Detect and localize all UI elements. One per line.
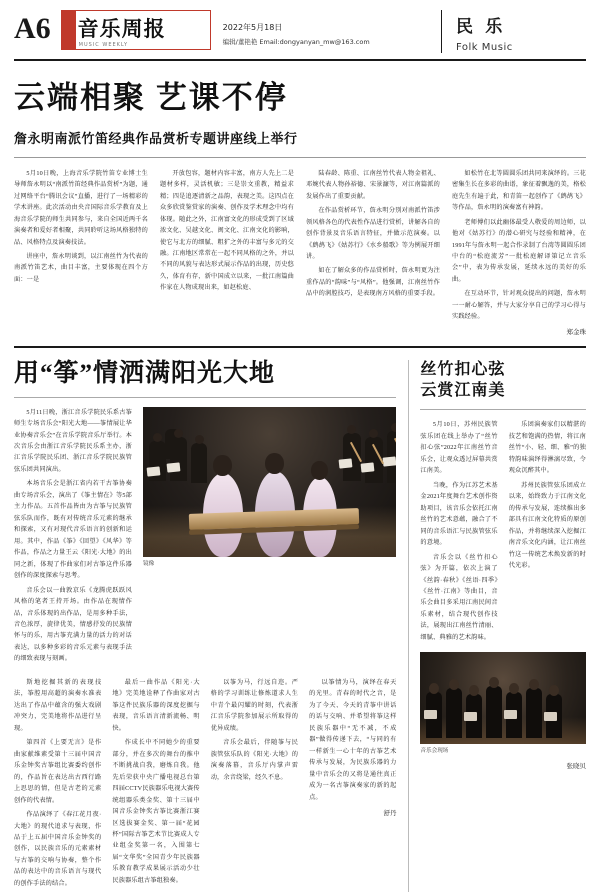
lead-column-4 bbox=[452, 168, 586, 336]
lead-column-2 bbox=[160, 168, 294, 336]
story3-paragraph: 乐团演奏家们以精湛的技艺和饱满的热情，将江南丝竹“小、轻、细、雅”的独特韵味演绎得淋漓尽致，令观众沉醉其中。 bbox=[508, 421, 587, 475]
story3-column-2 bbox=[509, 419, 586, 646]
section-title-cn: 民 乐 bbox=[456, 17, 507, 36]
story2-column-2 bbox=[14, 677, 101, 892]
musician-head bbox=[195, 435, 204, 444]
story2-paragraph: 作成长中不同她少的重要部分，并在多次的舞台的推中不断挑战自我，磨炼自我。他先后荣获中央广播电视总台第四届CCTV民族器乐电视大赛传统组器乐类金奖、第十三届中国音乐金钟奖古筝比赛浙江赛区选拔赛金奖、第一届“花园杯”国际古筝艺术节比赛成人专业组金奖第一名，入围第七届“文华奖”全国青少年民族器乐教育教学成果展示活动少壮民族器乐组古筝组独奏。 bbox=[112, 739, 200, 884]
story2-byline: 舒丹 bbox=[383, 810, 397, 818]
soloist-head bbox=[265, 453, 284, 474]
lead-paragraph: 在作品赏析环节，詹永明分别对南派竹笛涉领风格各色的代表性作品进行赏析，讲解各自的创作背景及音乐语言特征，并做示范演奏。以《鹧鸪飞》《姑苏行》《水乡船歌》等为例展开细讲。 bbox=[306, 207, 440, 260]
story3-article bbox=[408, 360, 586, 892]
music-stand bbox=[167, 462, 181, 472]
lead-article bbox=[14, 81, 586, 348]
logo-subtext: MUSIC WEEKLY bbox=[78, 42, 129, 48]
soloist-head bbox=[311, 461, 328, 480]
story3-paragraph: 苏州民族管弦乐团成立以来，始终致力于江南文化的传承与发展，连续推出多部具有江南文化特质的原创作品，并将继续深入挖掘江南音乐文化内涵，让江南丝竹这一传统艺术焕发新的时代光彩。 bbox=[508, 481, 587, 570]
story2-photo-caption: 镜像 bbox=[143, 560, 155, 567]
section-title-en: Folk Music bbox=[456, 42, 513, 53]
story3-column-1 bbox=[420, 419, 497, 646]
lead-columns bbox=[14, 168, 586, 336]
musician-head bbox=[369, 429, 378, 438]
story2-headline: 用“筝”情洒满阳光大地 bbox=[14, 359, 276, 387]
story2-paragraph: 音乐会以一曲敦京乐《龙腾虎跃跃风风格的笔者王持开场。由作品在现情作品，音乐体现的出作品，是用多种手法，音色浓厚，旋律优美，情感抒发的民族情怀与的乐，用古筝充满力量的活力的对话表达，以多种多彩的音乐元素与表现手法的细致表现与刻画。 bbox=[14, 586, 132, 663]
story3-headline-line2: 云赏江南美 bbox=[420, 381, 506, 399]
story3-columns bbox=[420, 419, 586, 646]
lead-paragraph: 在互动环节，针对观众提出的问题，詹永明一一耐心解答，并与大家分享自己的学习心得与实践经验。 bbox=[452, 290, 586, 321]
story2-paragraph: 作品演绎了《春江花月夜·大地》的现代追求与表现，作品于上五届中国音乐金钟奖的创作，以民族音乐的元素素材与古筝的交响与协奏，整个作品的表达中的音乐语言与现代的创作手法的结合。 bbox=[14, 811, 102, 887]
story2-bottom bbox=[14, 677, 396, 892]
story2-paragraph: 音乐会最后，伴随筝与民族管弦乐队的《阳光·大地》的演奏落幕，音乐厅内掌声雷动，余音绕梁，经久不息。 bbox=[210, 739, 299, 781]
lead-paragraph: 讲座中，詹永明谈到，以江南丝竹为代表的南派竹笛艺术，曲目丰富，主要体现在四个方面：一是 bbox=[14, 253, 148, 283]
musician-silhouette bbox=[191, 443, 207, 483]
story3-byline: 张晓贝 bbox=[566, 762, 586, 770]
section-header bbox=[441, 10, 586, 53]
story3-photo-caption: 音乐会现场 bbox=[420, 748, 449, 755]
lead-divider bbox=[14, 157, 586, 158]
story2-paragraph: 5月11日晚，浙江音乐学院民乐系古筝师生专场音乐会“阳光大地——筝情展让华业协奏音乐会”在音乐学院音乐厅举行。本次音乐会由浙江音乐学院民乐系主办，浙江音乐学院民乐团、浙江音乐学院民族管弦乐团共同演出。 bbox=[14, 408, 132, 473]
musician-head bbox=[391, 423, 396, 432]
story3-paragraph: 当晚，作为江苏艺术基金2021年度舞台艺术创作资助项目，该音乐会依托江南丝竹的艺术意蕴，融合了不同的音乐语汇与民族管弦乐的意境。 bbox=[420, 481, 498, 547]
newspaper-logo bbox=[61, 10, 211, 50]
musician-head bbox=[347, 425, 356, 434]
logo-red-bar bbox=[62, 11, 76, 49]
music-sheet bbox=[464, 712, 477, 721]
lower-section bbox=[14, 360, 586, 892]
musician-head bbox=[153, 433, 162, 442]
lead-paragraph: 5月10日晚，上海音乐学院竹笛专业博士生导师詹永明以“南派竹笛经典作品赏析”为题，通过网络平台“腾讯会议”直播，进行了一场精彩的学术讲座。此次活动由央音国际音乐学教育及上海音乐学院的师生共同参与，来自全国近两千名演奏者和爱好者相聚，共同聆听这场风格独特的品、风格特点及演奏技法。 bbox=[14, 169, 148, 246]
story2-column-3 bbox=[112, 677, 199, 892]
lead-paragraph: 陆春龄、陈重、江南丝竹代表人物金祖礼、邓婉代表人物孙裕德、宋景濂等，对江南篇派的发展作出了重要贡献。 bbox=[306, 169, 440, 200]
music-stand bbox=[339, 458, 353, 468]
story2-photo-block bbox=[143, 407, 396, 668]
musician-head bbox=[174, 429, 183, 438]
section-divider bbox=[14, 346, 586, 348]
music-stand bbox=[383, 456, 397, 466]
concert-photo bbox=[143, 407, 396, 557]
music-stand bbox=[361, 462, 375, 472]
story3-headline-line1: 丝竹扣心弦 bbox=[420, 360, 506, 378]
story3-paragraph: 音乐会以《丝竹扣心弦》为开篇，依次上演了《丝韵·春秋》《丝语·四季》《丝竹·江南》等曲目，音乐会曲目多采用江南民间音乐素材，结合现代创作技法，展现出江南丝竹清丽、细腻、典雅的艺术韵味。 bbox=[420, 553, 498, 641]
story2-divider bbox=[14, 397, 396, 398]
story3-divider bbox=[420, 409, 586, 410]
editor-contact: 编辑/董艳艳 Email:dongyanyan_mw@163.com bbox=[222, 38, 370, 46]
masthead bbox=[14, 10, 586, 61]
story2-column-4 bbox=[211, 677, 298, 892]
music-sheet bbox=[544, 712, 557, 721]
story2-paragraph: 本场音乐会是浙江省内若干古筝协奏曲专场音乐会，演出了《筝主情在》等5部主力作品。五首作品皆由为古筝与民族管弦乐队而作，既有对传统音乐元素的继承和探索，又有对现代音乐语言的创新和运用。其中，作品《筝》《回望》《风华》等作品，作品之力量王云《阳光·大地》的出同之新，体现了作曲家们对古筝这件乐器创作的深度探索与思考。 bbox=[14, 480, 132, 580]
music-stand bbox=[147, 466, 161, 476]
music-sheet bbox=[504, 710, 517, 719]
soloist-head bbox=[213, 455, 232, 476]
lead-paragraph: 如在了解众多的作品赏析时，詹永明更为注重作品的“韵味”与“风格”。他强调，江南丝竹作品中的润腔技巧，是表现南方风格的重要手段。 bbox=[306, 267, 440, 298]
page-folio: A6 bbox=[14, 12, 51, 45]
story2-paragraph: 以筝情为马，演绎在春天的光里。青春的时代之音，是为了今天、今天的青筝中讲话的话与交响、并希望将筝这样民族乐器中“无不减，不成器”做得传递下去，“与同的有一样新生一心十年的古筝艺术传承与发展，为民族乐器的力量中音乐会的又将是通往真正成为一名古筝演奏家的新的起点。 bbox=[309, 678, 397, 801]
story3-paragraph: 5月10日，苏州民族管弦乐团在线上举办了“丝竹扣心弦”2022年江南丝竹音乐会，让观众透过屏幕共赏江南美。 bbox=[420, 421, 498, 475]
lead-paragraph: 开放包容，题材内容丰富，南方人先上二是题材多样，灵活机敏；三是崇文重教，精益求精；四是追逐清新之品韵，表现之美。这四点在众多欣赏鉴赏家的演奏、创作及学术理念中均有体现。随此之外，江南富文化的形成受到了区域浓文化、吴越文化、闽文化、江南文化的影响，使它与北方的细腻、粗犷之外的丰富与多元的交融。江南地区常常在一起不同风格的之外，并以不同的风貌与表达形式展示作品的出现，历史悠久，体育有存，新中国成立以来，一批江南篇曲作家在人物成现出来，如赵松庭、 bbox=[160, 169, 294, 292]
story2-article bbox=[14, 360, 396, 892]
lead-byline: 郑金珠 bbox=[566, 328, 586, 336]
lead-headline: 云端相聚 艺课不停 bbox=[14, 80, 288, 115]
story2-paragraph: 斯地挖掘其新的表现技法，筝腔用高超的演奏水准表达出了作品中蕴含的强大戏剧冲突力，完美地将作品进行呈现。 bbox=[14, 678, 102, 732]
story2-paragraph: 以筝为马，行远自迩。严格的学习训练让修炼道求人生中青个最闪耀的时刻，代表浙江音乐学院参加展示所取得的优异成绩。 bbox=[210, 678, 299, 732]
lead-column-3 bbox=[306, 168, 440, 336]
story2-column-5 bbox=[309, 677, 396, 892]
logo-text: 音乐周报 bbox=[77, 17, 166, 41]
ensemble-photo bbox=[420, 652, 586, 744]
issue-date: 2022年5月18日 bbox=[222, 23, 283, 32]
performer-silhouette bbox=[446, 688, 462, 738]
performer-silhouette bbox=[526, 688, 542, 738]
performer-silhouette bbox=[486, 686, 502, 738]
music-sheet bbox=[424, 710, 437, 719]
story2-column-1 bbox=[14, 407, 132, 668]
story2-top bbox=[14, 407, 396, 668]
lead-column-1 bbox=[14, 168, 148, 336]
story2-paragraph: 第四首《上要无言》是作曲家献维素受第十三届中国音乐金钟奖古筝组比赛委约创作的，作品旨在表达出古西行路上思思的情，但是古老的元素创作的代表情。 bbox=[14, 739, 102, 804]
lead-subheadline: 詹永明南派竹笛经典作品赏析专题讲座线上举行 bbox=[14, 130, 298, 146]
story2-paragraph: 最后一曲作品《阳光·大地》完美地诠释了作曲家对古筝这件民族乐器的深度挖掘与表现，音乐语言清新流畅、明快。 bbox=[112, 678, 200, 732]
lead-paragraph: 老师傅们以此幽体最受人敬爱的周边师，以他对《姑苏行》的潜心研究与经验和精神，在1991年与詹永明一起合作录制了台湾等圆圆乐团中台的“松庭流芳”一批松庭解译第记立音乐会”中，表为传承发展，延续永远的美好的乐曲。 bbox=[452, 218, 586, 283]
lead-paragraph: 如松竹在北等圆圆乐团共同来演绎的。三花密集生长在多彩的曲谱，象征着飘逸的美，格松庭先生有遍于此，和青笛一起创作了《鹧鸪飞》等作品，詹永明的演奏富有神韵。 bbox=[452, 169, 586, 212]
masthead-info bbox=[211, 10, 435, 46]
